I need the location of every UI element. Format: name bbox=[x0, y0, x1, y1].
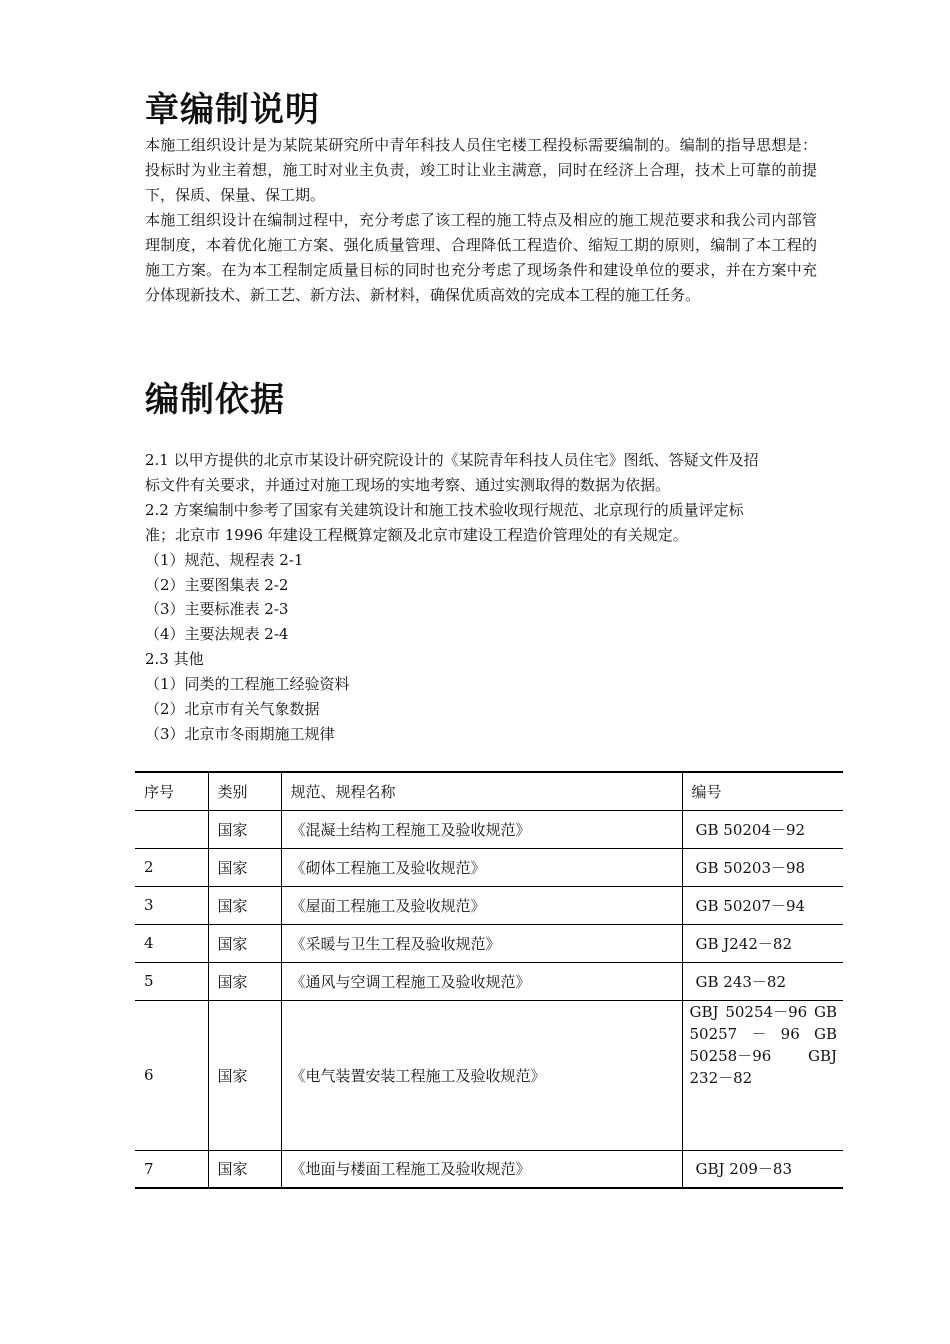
row-number: 7 bbox=[135, 1150, 208, 1188]
table-row bbox=[135, 848, 843, 886]
row-number: 4 bbox=[135, 924, 208, 962]
table-row bbox=[135, 962, 843, 1000]
row-code: GB 50203－98 bbox=[682, 848, 843, 886]
header-cell: 类别 bbox=[208, 772, 281, 810]
basis-line: 2.1 以甲方提供的北京市某设计研究院设计的《某院青年科技人员住宅》图纸、答疑文件及招 bbox=[145, 451, 759, 469]
row-standard-name: 《混凝土结构工程施工及验收规范》 bbox=[281, 810, 682, 848]
row-code: GBJ 50254－96 GB 50257 － 96 GB 50258－96 GBJ 232－82 bbox=[682, 1000, 843, 1150]
row-number: 5 bbox=[135, 962, 208, 1000]
list-item: （3）主要标准表 2-3 bbox=[145, 600, 289, 618]
basis-line: 2.2 方案编制中参考了国家有关建筑设计和施工技术验收现行规范、北京现行的质量评定标 bbox=[145, 501, 744, 519]
header-cell: 序号 bbox=[135, 772, 208, 810]
basis-line: 标文件有关要求，并通过对施工现场的实地考察、通过实测取得的数据为依据。 bbox=[145, 476, 671, 494]
row-standard-name: 《电气装置安装工程施工及验收规范》 bbox=[281, 1000, 682, 1150]
row-category: 国家 bbox=[208, 962, 281, 1000]
subsection-heading-other: 2.3 其他 bbox=[145, 650, 204, 668]
row-category: 国家 bbox=[208, 1150, 281, 1188]
row-code: GB 50207－94 bbox=[682, 886, 843, 924]
list-item: （3）北京市冬雨期施工规律 bbox=[145, 725, 335, 743]
row-standard-name: 《通风与空调工程施工及验收规范》 bbox=[281, 962, 682, 1000]
table-row bbox=[135, 886, 843, 924]
table-row bbox=[135, 924, 843, 962]
paragraph-guiding-thought: 本施工组织设计是为某院某研究所中青年科技人员住宅楼工程投标需要编制的。编制的指导思想是：投标时为业主着想，施工时对业主负责，竣工时让业主满意，同时在经济上合理，技术上可靠的前提下，保质、保量、保工期。 bbox=[145, 136, 817, 204]
section-title-compilation-basis: 编制依据 bbox=[145, 380, 285, 420]
header-cell: 编号 bbox=[682, 772, 843, 810]
row-code: GB 50204－92 bbox=[682, 810, 843, 848]
row-number: 2 bbox=[135, 848, 208, 886]
row-standard-name: 《砌体工程施工及验收规范》 bbox=[281, 848, 682, 886]
row-category: 国家 bbox=[208, 924, 281, 962]
row-code: GBJ 209－83 bbox=[682, 1150, 843, 1188]
paragraph-compilation-process: 本施工组织设计在编制过程中，充分考虑了该工程的施工特点及相应的施工规范要求和我公司内部管理制度，本着优化施工方案、强化质量管理、合理降低工程造价、缩短工期的原则，编制了本工程的施工方案。在为本工程制定质量目标的同时也充分考虑了现场条件和建设单位的要求，并在方案中充分体现新技术、新工艺、新方法、新材料，确保优质高效的完成本工程的施工任务。 bbox=[145, 211, 817, 304]
standards-table bbox=[135, 771, 843, 1189]
list-item: （4）主要法规表 2-4 bbox=[145, 625, 289, 643]
row-number bbox=[135, 810, 208, 848]
row-category: 国家 bbox=[208, 886, 281, 924]
list-item: （2）主要图集表 2-2 bbox=[145, 576, 289, 594]
row-category: 国家 bbox=[208, 810, 281, 848]
row-number: 3 bbox=[135, 886, 208, 924]
table-header-row bbox=[135, 772, 843, 810]
list-item: （1）规范、规程表 2-1 bbox=[145, 551, 304, 569]
row-standard-name: 《地面与楼面工程施工及验收规范》 bbox=[281, 1150, 682, 1188]
row-code: GB 243－82 bbox=[682, 962, 843, 1000]
row-code: GB J242－82 bbox=[682, 924, 843, 962]
row-number: 6 bbox=[135, 1000, 208, 1150]
list-item: （1）同类的工程施工经验资料 bbox=[145, 675, 350, 693]
row-category: 国家 bbox=[208, 1000, 281, 1150]
header-cell: 规范、规程名称 bbox=[281, 772, 682, 810]
row-standard-name: 《采暖与卫生工程及验收规范》 bbox=[281, 924, 682, 962]
list-item: （2）北京市有关气象数据 bbox=[145, 700, 320, 718]
basis-line: 准；北京市 1996 年建设工程概算定额及北京市建设工程造价管理处的有关规定。 bbox=[145, 526, 688, 544]
table-row bbox=[135, 1000, 843, 1150]
table-row bbox=[135, 1150, 843, 1188]
table-row bbox=[135, 810, 843, 848]
section-title-compilation-notes: 章编制说明 bbox=[145, 90, 320, 130]
row-standard-name: 《屋面工程施工及验收规范》 bbox=[281, 886, 682, 924]
row-category: 国家 bbox=[208, 848, 281, 886]
